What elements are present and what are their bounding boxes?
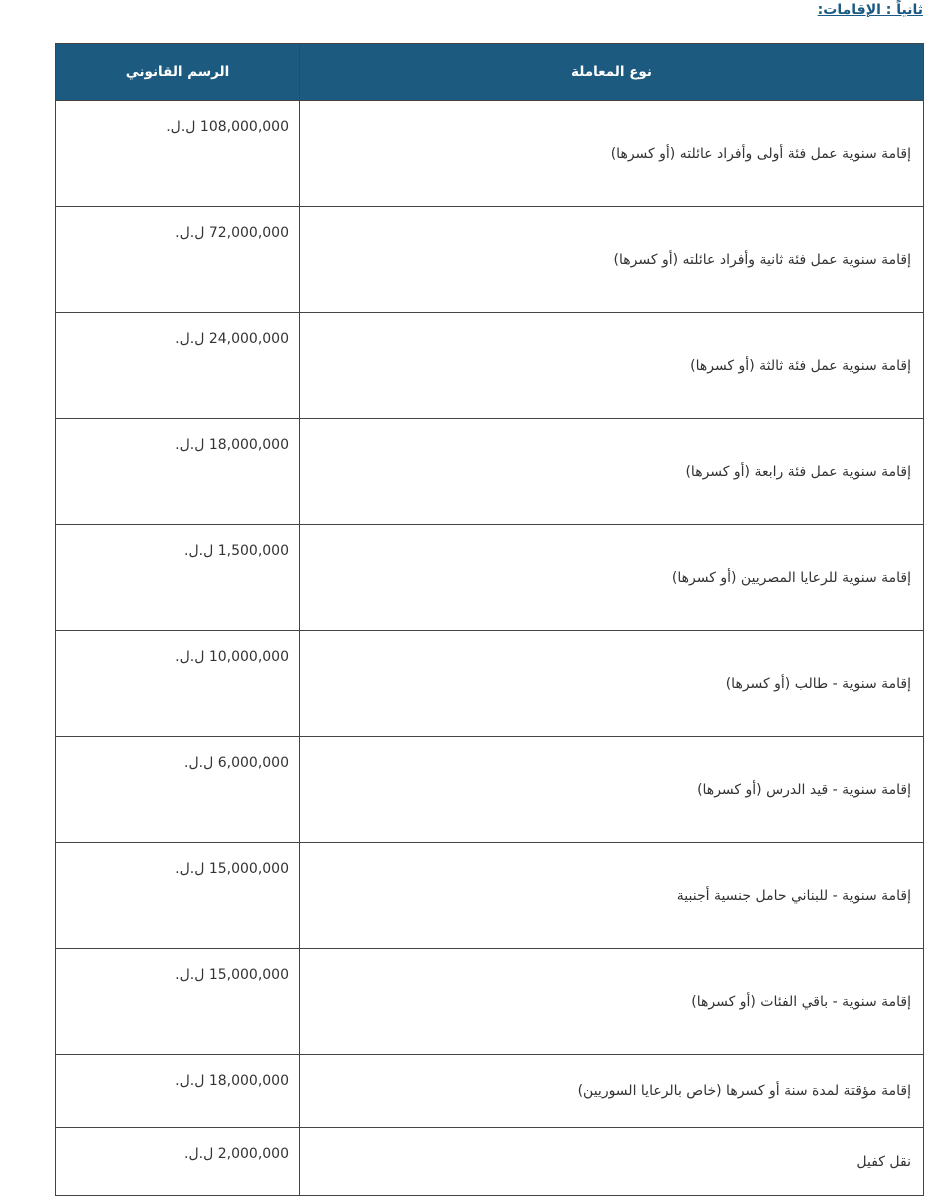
fee-value: 18,000,000 ل.ل. [175, 1073, 289, 1089]
table-row [56, 419, 924, 525]
fee-cell [56, 843, 300, 949]
table-row [56, 843, 924, 949]
fee-value: 2,000,000 ل.ل. [184, 1146, 289, 1162]
fee-cell [56, 949, 300, 1055]
fee-value: 6,000,000 ل.ل. [184, 755, 289, 771]
fee-value: 15,000,000 ل.ل. [175, 967, 289, 983]
fee-value: 18,000,000 ل.ل. [175, 437, 289, 453]
table-row [56, 525, 924, 631]
table-row [56, 207, 924, 313]
fee-cell [56, 631, 300, 737]
transaction-type-cell: إقامة سنوية - للبناني حامل جنسية أجنبية [300, 843, 924, 949]
table-row [56, 313, 924, 419]
table-row [56, 101, 924, 207]
fee-cell [56, 1055, 300, 1128]
transaction-type-cell: نقل كفيل [300, 1128, 924, 1196]
table-row [56, 631, 924, 737]
fee-cell [56, 101, 300, 207]
fee-value: 10,000,000 ل.ل. [175, 649, 289, 665]
transaction-type-cell: إقامة مؤقتة لمدة سنة أو كسرها (خاص بالرعايا السوريين) [300, 1055, 924, 1128]
transaction-type-cell: إقامة سنوية - طالب (أو كسرها) [300, 631, 924, 737]
table-row [56, 1128, 924, 1196]
fee-cell [56, 1128, 300, 1196]
fee-value: 108,000,000 ل.ل. [166, 119, 289, 135]
table-header-row [56, 44, 924, 101]
fee-cell [56, 419, 300, 525]
header-transaction-type: نوع المعاملة [300, 44, 924, 101]
table-row [56, 737, 924, 843]
transaction-type-cell: إقامة سنوية عمل فئة رابعة (أو كسرها) [300, 419, 924, 525]
fee-cell [56, 207, 300, 313]
transaction-type-cell: إقامة سنوية عمل فئة ثانية وأفراد عائلته (أو كسرها) [300, 207, 924, 313]
transaction-type-cell: إقامة سنوية للرعايا المصريين (أو كسرها) [300, 525, 924, 631]
fee-cell [56, 313, 300, 419]
section-title: ثانياً : الإقامات: [817, 2, 923, 18]
fee-cell [56, 737, 300, 843]
residency-fees-table [55, 43, 924, 1196]
fee-cell [56, 525, 300, 631]
transaction-type-cell: إقامة سنوية عمل فئة أولى وأفراد عائلته (أو كسرها) [300, 101, 924, 207]
table-row [56, 949, 924, 1055]
transaction-type-cell: إقامة سنوية عمل فئة ثالثة (أو كسرها) [300, 313, 924, 419]
transaction-type-cell: إقامة سنوية - باقي الفئات (أو كسرها) [300, 949, 924, 1055]
fee-value: 24,000,000 ل.ل. [175, 331, 289, 347]
table-row [56, 1055, 924, 1128]
fee-value: 72,000,000 ل.ل. [175, 225, 289, 241]
fee-value: 15,000,000 ل.ل. [175, 861, 289, 877]
fee-value: 1,500,000 ل.ل. [184, 543, 289, 559]
transaction-type-cell: إقامة سنوية - قيد الدرس (أو كسرها) [300, 737, 924, 843]
header-legal-fee: الرسم القانوني [56, 44, 300, 101]
